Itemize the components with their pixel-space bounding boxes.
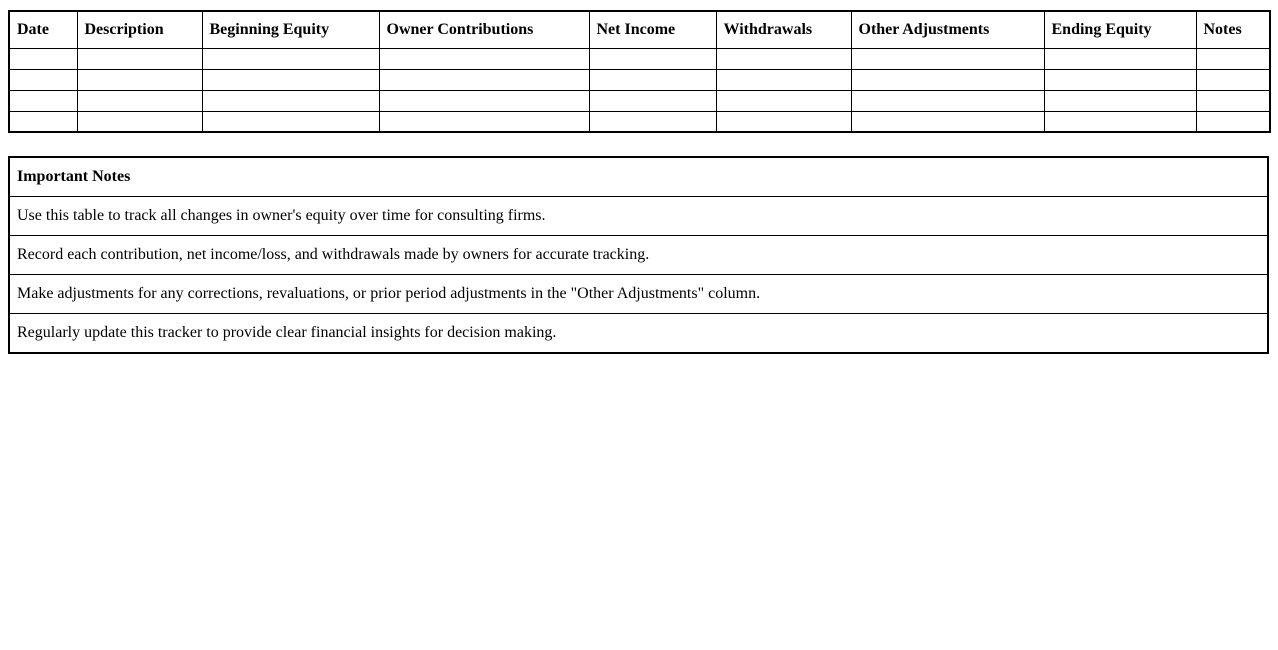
note-text: Use this table to track all changes in owner's equity over time for consulting firms. (9, 197, 1268, 236)
column-header-description: Description (77, 11, 202, 48)
empty-cell (202, 90, 379, 111)
table-row (9, 90, 1270, 111)
empty-cell (1196, 90, 1270, 111)
equity-table-header-row (9, 11, 1270, 48)
empty-cell (1196, 111, 1270, 132)
empty-cell (1044, 69, 1196, 90)
owner-equity-tracker-table (8, 10, 1271, 133)
notes-header: Important Notes (9, 157, 1268, 197)
table-row (9, 48, 1270, 69)
empty-cell (851, 48, 1044, 69)
empty-cell (202, 48, 379, 69)
empty-cell (9, 111, 77, 132)
empty-cell (716, 48, 851, 69)
important-notes-table (8, 156, 1269, 354)
empty-cell (77, 69, 202, 90)
empty-cell (9, 90, 77, 111)
column-header-notes: Notes (1196, 11, 1270, 48)
empty-cell (379, 111, 589, 132)
empty-cell (589, 48, 716, 69)
table-row (9, 69, 1270, 90)
empty-cell (1196, 48, 1270, 69)
empty-cell (851, 111, 1044, 132)
empty-cell (716, 69, 851, 90)
empty-cell (589, 111, 716, 132)
column-header-beginning-equity: Beginning Equity (202, 11, 379, 48)
note-text: Regularly update this tracker to provide clear financial insights for decision making. (9, 314, 1268, 354)
column-header-net-income: Net Income (589, 11, 716, 48)
empty-cell (1196, 69, 1270, 90)
empty-cell (589, 90, 716, 111)
empty-cell (589, 69, 716, 90)
note-text: Make adjustments for any corrections, revaluations, or prior period adjustments in the "Other Adjustments" column. (9, 275, 1268, 314)
column-header-other-adjustments: Other Adjustments (851, 11, 1044, 48)
empty-cell (9, 48, 77, 69)
note-row (9, 197, 1268, 236)
column-header-withdrawals: Withdrawals (716, 11, 851, 48)
empty-cell (716, 111, 851, 132)
notes-header-row (9, 157, 1268, 197)
note-row (9, 236, 1268, 275)
column-header-ending-equity: Ending Equity (1044, 11, 1196, 48)
empty-cell (77, 90, 202, 111)
empty-cell (1044, 48, 1196, 69)
empty-cell (202, 69, 379, 90)
empty-cell (1044, 90, 1196, 111)
empty-cell (716, 90, 851, 111)
empty-cell (9, 69, 77, 90)
column-header-owner-contributions: Owner Contributions (379, 11, 589, 48)
note-text: Record each contribution, net income/loss, and withdrawals made by owners for accurate tracking. (9, 236, 1268, 275)
empty-cell (851, 69, 1044, 90)
empty-cell (202, 111, 379, 132)
note-row (9, 314, 1268, 354)
empty-cell (1044, 111, 1196, 132)
empty-cell (77, 48, 202, 69)
empty-cell (851, 90, 1044, 111)
empty-cell (379, 69, 589, 90)
note-row (9, 275, 1268, 314)
column-header-date: Date (9, 11, 77, 48)
empty-cell (77, 111, 202, 132)
empty-cell (379, 90, 589, 111)
empty-cell (379, 48, 589, 69)
table-row (9, 111, 1270, 132)
